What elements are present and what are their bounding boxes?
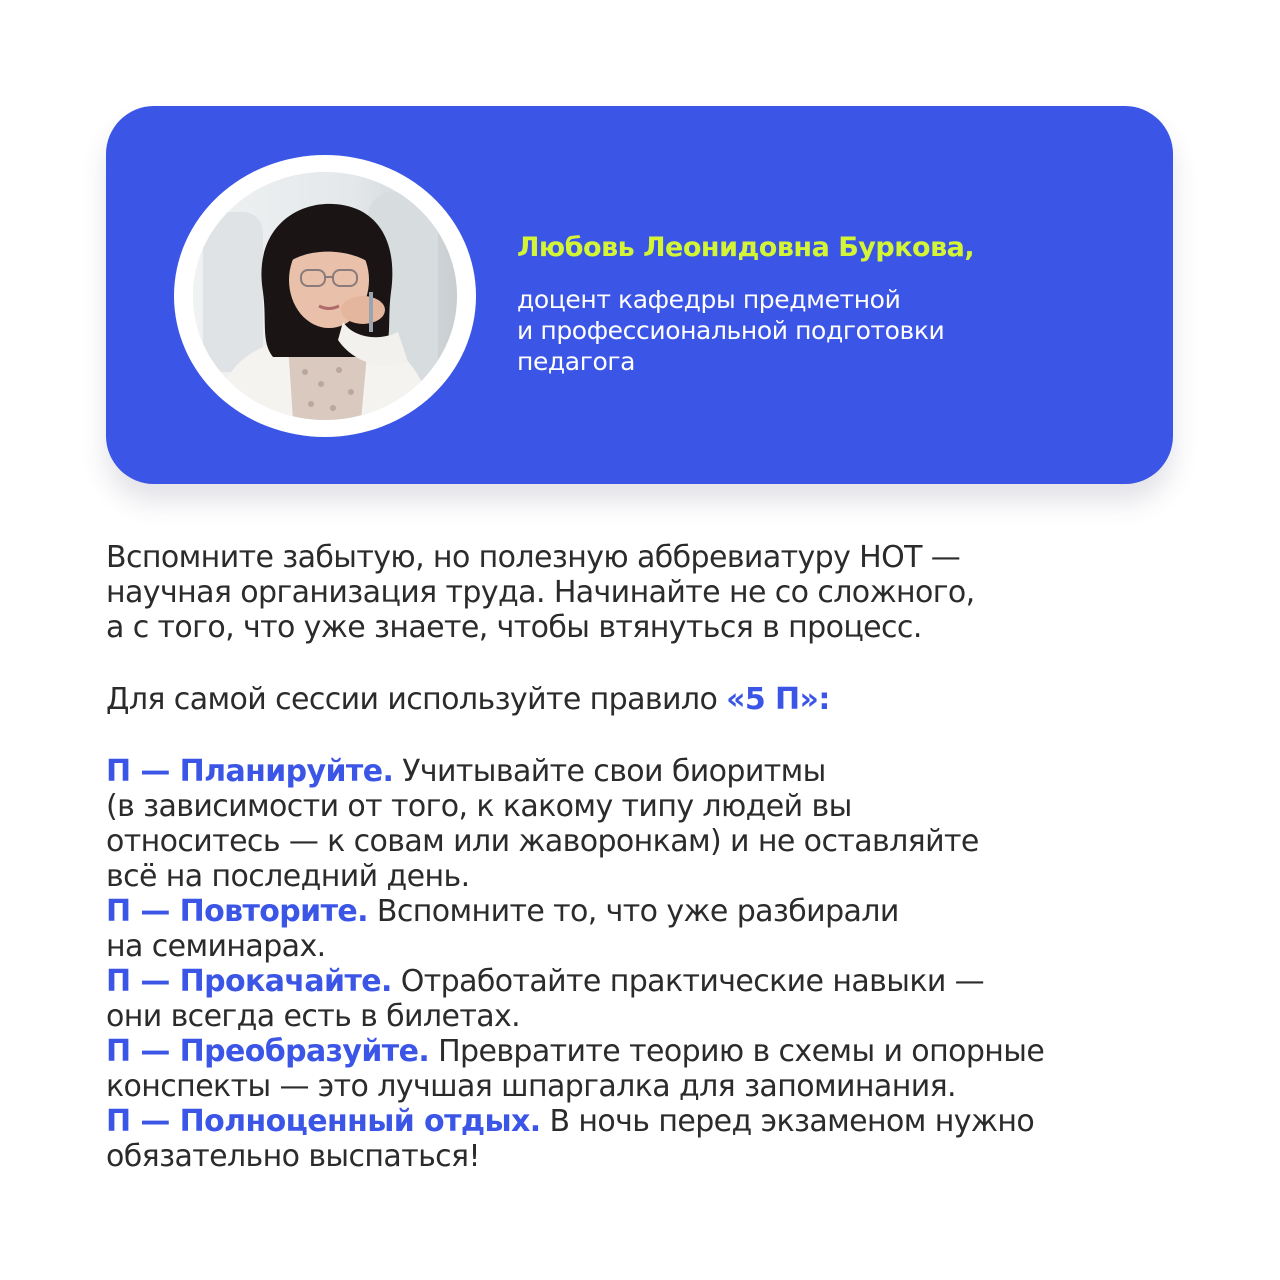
list-item-line: всё на последний день.	[106, 859, 470, 894]
speaker-name: Любовь Леонидовна Буркова,	[517, 232, 975, 263]
list-item-line: относитесь — к совам или жаворонкам) и не оставляйте	[106, 824, 979, 859]
speaker-role-line: и профессиональной подготовки	[517, 316, 945, 345]
list-item-first-line	[106, 1034, 1186, 1069]
portrait-photo	[193, 172, 457, 420]
list-item-title: П — Полноценный отдых.	[106, 1104, 541, 1139]
list-item-first-line	[106, 754, 1186, 789]
avatar-ring	[174, 155, 476, 437]
rule-line	[106, 682, 1186, 717]
list-item-line: на семинарах.	[106, 929, 326, 964]
list-item-first-line	[106, 1104, 1186, 1139]
list-item-text: В ночь перед экзаменом нужно	[540, 1104, 1035, 1139]
avatar	[193, 172, 457, 420]
list-item-line: они всегда есть в билетах.	[106, 999, 521, 1034]
speaker-role-line: доцент кафедры предметной	[517, 285, 901, 314]
list-item-text: Превратите теорию в схемы и опорные	[429, 1034, 1045, 1069]
list-item-text: Учитывайте свои биоритмы	[393, 754, 826, 789]
list-item-title: П — Планируйте.	[106, 754, 394, 789]
list-item-first-line	[106, 964, 1186, 999]
speaker-role	[517, 284, 1117, 377]
list-item-title: П — Повторите.	[106, 894, 368, 929]
rule-highlight: «5 П»:	[726, 682, 830, 717]
intro-line: а с того, что уже знаете, чтобы втянуться в процесс.	[106, 610, 922, 645]
list-item-title: П — Преобразуйте.	[106, 1034, 430, 1069]
article-body	[106, 540, 1186, 1174]
speaker-role-line: педагога	[517, 347, 636, 376]
intro-line: научная организация труда. Начинайте не со сложного,	[106, 575, 975, 610]
list-item-text: Отработайте практические навыки —	[391, 964, 985, 999]
list-item-line: конспекты — это лучшая шпаргалка для запоминания.	[106, 1069, 956, 1104]
list-item-line: (в зависимости от того, к какому типу людей вы	[106, 789, 852, 824]
list-item-first-line	[106, 894, 1186, 929]
speaker-card	[106, 106, 1173, 484]
list-item-line: обязательно выспаться!	[106, 1139, 480, 1174]
list-item-text: Вспомните то, что уже разбирали	[367, 894, 899, 929]
list-item-title: П — Прокачайте.	[106, 964, 392, 999]
intro-line: Вспомните забытую, но полезную аббревиатуру НОТ —	[106, 540, 961, 575]
rule-prefix: Для самой сессии используйте правило	[106, 682, 727, 717]
